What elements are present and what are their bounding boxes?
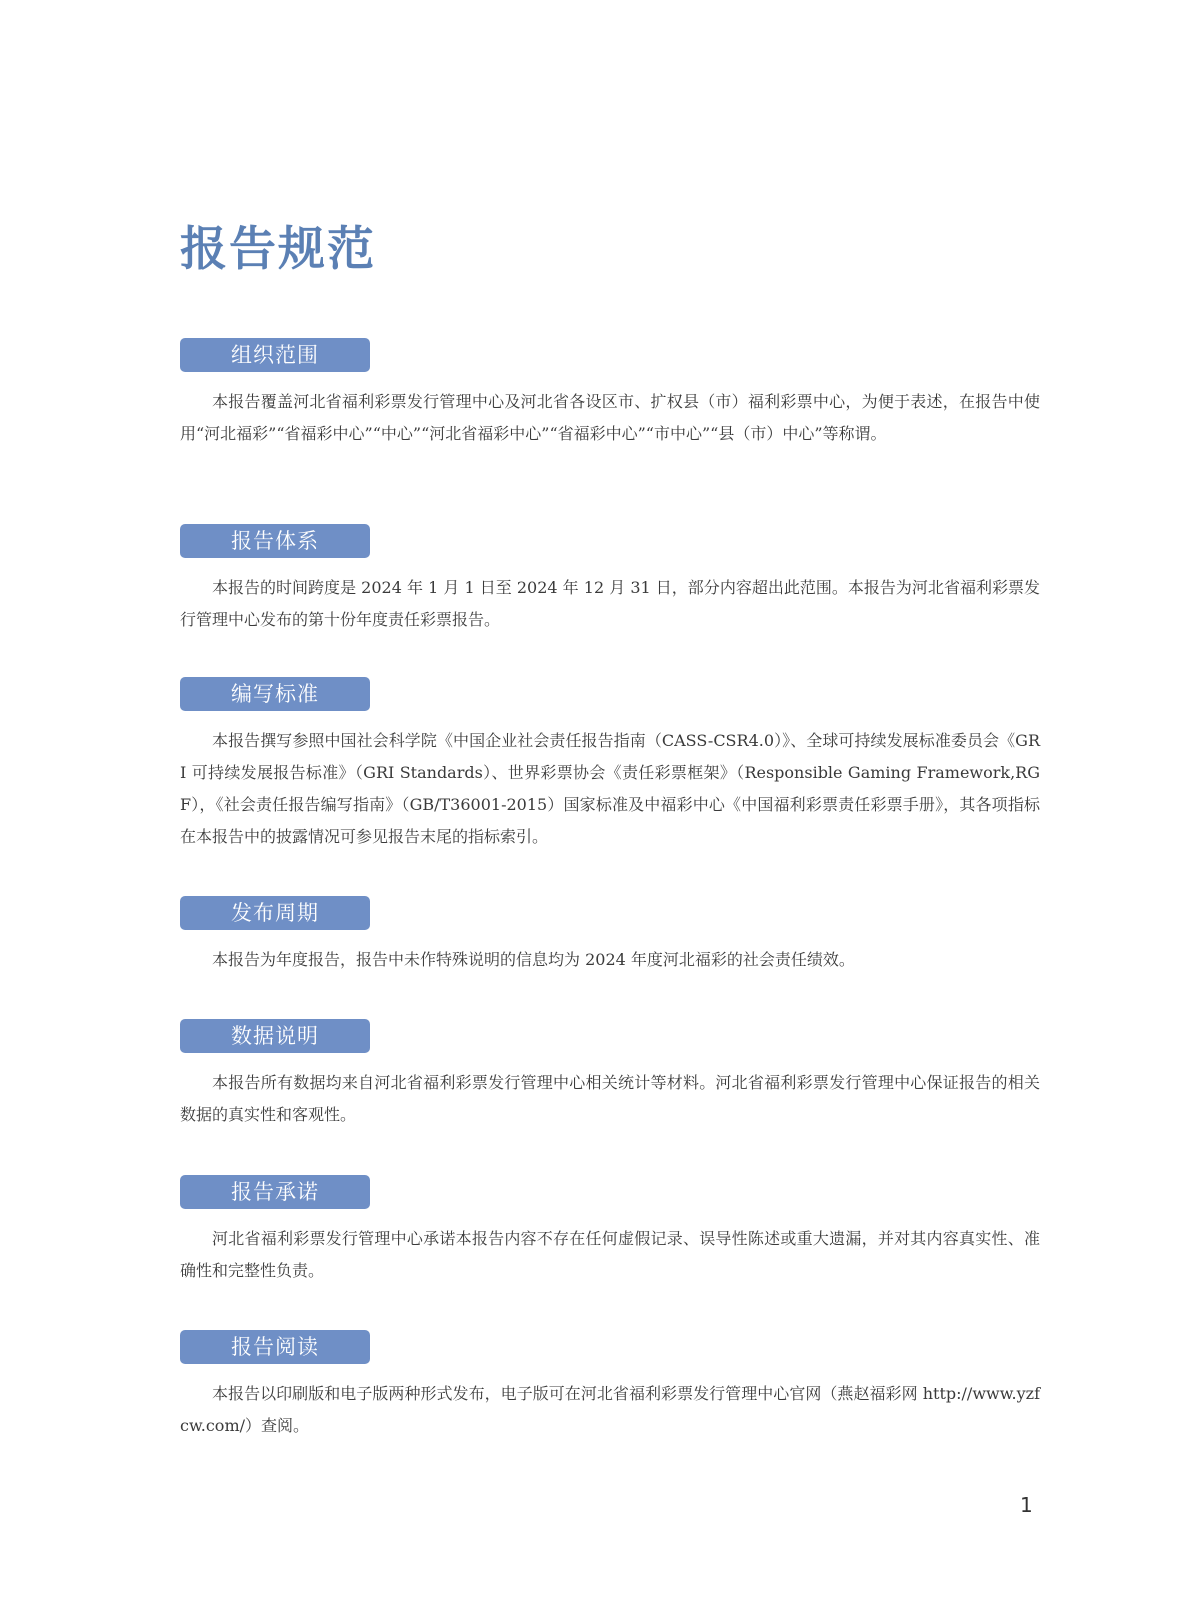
section-body: 本报告撰写参照中国社会科学院《中国企业社会责任报告指南（CASS-CSR4.0）》、全球可持续发展标准委员会《GRI 可持续发展报告标准》（GRI Standards）、世界彩票协会《责任彩票框架》（Responsible Gaming Framework,RGF），《社会责任报告编写指南》（GB/T36001-2015）国家标准及中福彩中心《中国福利彩票责任彩票手册》，其各项指标在本报告中的披露情况可参见报告末尾的指标索引。 xyxy=(180,731,1040,846)
section-report-system xyxy=(180,524,1040,636)
section-label: 报告承诺 xyxy=(180,1175,370,1209)
section-label: 组织范围 xyxy=(180,338,370,372)
section-label: 数据说明 xyxy=(180,1019,370,1053)
page-title: 报告规范 xyxy=(180,222,376,277)
section-organization-scope xyxy=(180,338,1040,450)
page-number: 1 xyxy=(1020,1493,1033,1517)
section-writing-standards xyxy=(180,677,1040,853)
section-label: 报告阅读 xyxy=(180,1330,370,1364)
section-data-description xyxy=(180,1019,1040,1131)
section-body: 本报告的时间跨度是 2024 年 1 月 1 日至 2024 年 12 月 31 日，部分内容超出此范围。本报告为河北省福利彩票发行管理中心发布的第十份年度责任彩票报告。 xyxy=(180,578,1040,629)
section-body: 河北省福利彩票发行管理中心承诺本报告内容不存在任何虚假记录、误导性陈述或重大遗漏，并对其内容真实性、准确性和完整性负责。 xyxy=(180,1229,1040,1280)
section-label: 报告体系 xyxy=(180,524,370,558)
section-report-commitment xyxy=(180,1175,1040,1287)
section-body: 本报告所有数据均来自河北省福利彩票发行管理中心相关统计等材料。河北省福利彩票发行管理中心保证报告的相关数据的真实性和客观性。 xyxy=(180,1073,1040,1124)
section-body: 本报告以印刷版和电子版两种形式发布，电子版可在河北省福利彩票发行管理中心官网（燕赵福彩网 http://www.yzfcw.com/）查阅。 xyxy=(180,1384,1040,1435)
section-release-cycle xyxy=(180,896,1040,976)
section-body: 本报告覆盖河北省福利彩票发行管理中心及河北省各设区市、扩权县（市）福利彩票中心，为便于表述，在报告中使用“河北福彩”“省福彩中心”“中心”“河北省福彩中心”“省福彩中心”“市中心”“县（市）中心”等称谓。 xyxy=(180,392,1040,443)
section-label: 发布周期 xyxy=(180,896,370,930)
section-report-reading xyxy=(180,1330,1040,1442)
section-label: 编写标准 xyxy=(180,677,370,711)
section-body: 本报告为年度报告，报告中未作特殊说明的信息均为 2024 年度河北福彩的社会责任绩效。 xyxy=(212,950,855,969)
